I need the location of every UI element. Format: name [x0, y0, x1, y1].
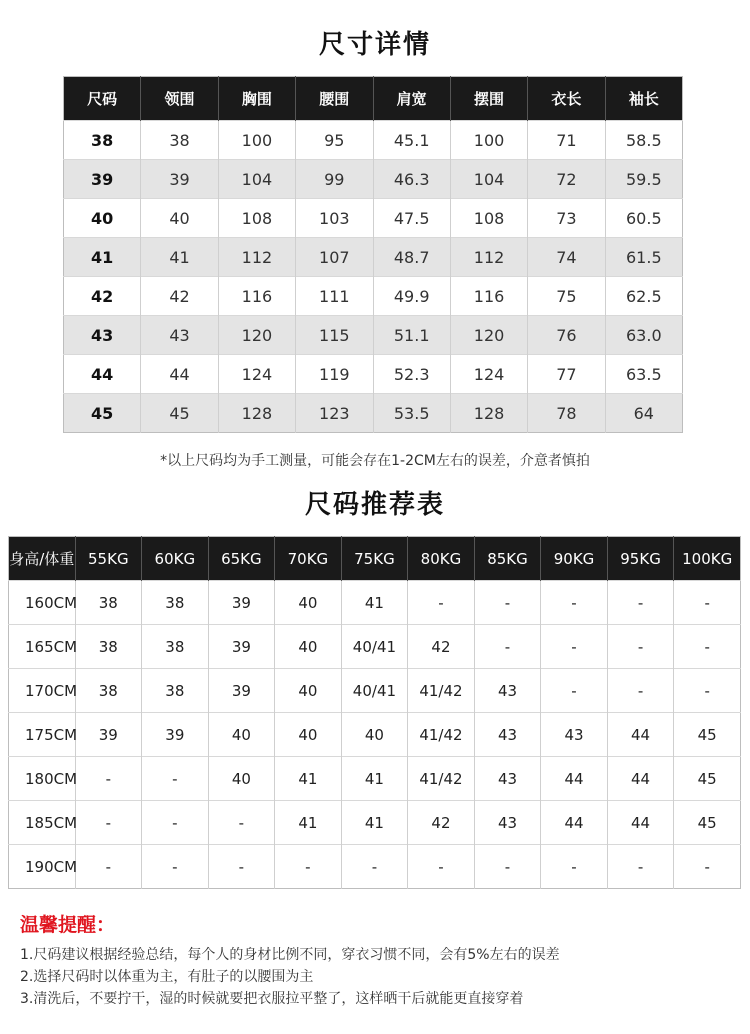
size-cell: 51.1: [373, 316, 450, 355]
rec-cell: 39: [142, 713, 209, 757]
rec-cell: 40: [275, 625, 342, 669]
rec-cell: 39: [208, 581, 275, 625]
size-cell: 45: [64, 394, 141, 433]
rec-cell: 41: [275, 757, 342, 801]
size-cell: 46.3: [373, 160, 450, 199]
rec-cell: 43: [474, 713, 541, 757]
rec-cell: 39: [208, 625, 275, 669]
rec-header-cell: 65KG: [208, 537, 275, 581]
rec-header-cell: 身高/体重: [9, 537, 76, 581]
size-cell: 128: [218, 394, 295, 433]
rec-cell: 40/41: [341, 625, 408, 669]
recommendation-table: [8, 536, 741, 889]
rec-cell: 43: [474, 757, 541, 801]
rec-cell: 160CM: [9, 581, 76, 625]
size-cell: 74: [528, 238, 605, 277]
rec-cell: -: [607, 669, 674, 713]
rec-cell: 43: [474, 669, 541, 713]
rec-cell: 175CM: [9, 713, 76, 757]
rec-cell: -: [341, 845, 408, 889]
size-cell: 61.5: [605, 238, 682, 277]
rec-cell: 185CM: [9, 801, 76, 845]
size-cell: 42: [141, 277, 218, 316]
size-cell: 104: [450, 160, 527, 199]
size-cell: 112: [218, 238, 295, 277]
size-cell: 45: [141, 394, 218, 433]
size-cell: 43: [141, 316, 218, 355]
size-cell: 63.0: [605, 316, 682, 355]
rec-cell: 40: [341, 713, 408, 757]
rec-header-cell: 90KG: [541, 537, 608, 581]
size-header-row: [64, 77, 683, 121]
size-cell: 41: [141, 238, 218, 277]
size-header-cell: 肩宽: [373, 77, 450, 121]
size-cell: 39: [64, 160, 141, 199]
table-row: [64, 121, 683, 160]
size-cell: 48.7: [373, 238, 450, 277]
rec-cell: 38: [75, 669, 142, 713]
rec-cell: -: [607, 581, 674, 625]
size-header-cell: 袖长: [605, 77, 682, 121]
rec-cell: 190CM: [9, 845, 76, 889]
rec-cell: -: [541, 581, 608, 625]
size-cell: 63.5: [605, 355, 682, 394]
size-cell: 112: [450, 238, 527, 277]
rec-cell: 42: [408, 625, 475, 669]
rec-cell: 44: [607, 713, 674, 757]
size-cell: 73: [528, 199, 605, 238]
table-row: [9, 713, 741, 757]
size-cell: 107: [296, 238, 373, 277]
size-cell: 108: [450, 199, 527, 238]
rec-cell: 43: [541, 713, 608, 757]
rec-cell: 38: [142, 669, 209, 713]
rec-cell: 38: [142, 581, 209, 625]
rec-cell: 43: [474, 801, 541, 845]
size-cell: 120: [450, 316, 527, 355]
size-cell: 53.5: [373, 394, 450, 433]
table-row: [64, 355, 683, 394]
size-header-cell: 衣长: [528, 77, 605, 121]
rec-cell: 41: [341, 581, 408, 625]
rec-cell: 40: [275, 581, 342, 625]
rec-cell: -: [674, 581, 741, 625]
size-cell: 77: [528, 355, 605, 394]
size-header-cell: 尺码: [64, 77, 141, 121]
table-row: [64, 394, 683, 433]
rec-header-cell: 95KG: [607, 537, 674, 581]
size-cell: 49.9: [373, 277, 450, 316]
rec-header-row: [9, 537, 741, 581]
rec-cell: -: [208, 801, 275, 845]
rec-cell: 45: [674, 713, 741, 757]
size-cell: 44: [64, 355, 141, 394]
table-row: [64, 277, 683, 316]
rec-cell: -: [142, 801, 209, 845]
size-cell: 103: [296, 199, 373, 238]
size-header-cell: 领围: [141, 77, 218, 121]
size-cell: 72: [528, 160, 605, 199]
size-cell: 124: [218, 355, 295, 394]
rec-cell: 41: [275, 801, 342, 845]
size-cell: 99: [296, 160, 373, 199]
rec-cell: 38: [142, 625, 209, 669]
rec-cell: -: [474, 581, 541, 625]
measurement-note: *以上尺码均为手工测量，可能会存在1-2CM左右的误差，介意者慎拍: [160, 453, 590, 469]
rec-cell: -: [674, 625, 741, 669]
rec-cell: 45: [674, 801, 741, 845]
rec-cell: -: [275, 845, 342, 889]
size-cell: 116: [450, 277, 527, 316]
size-cell: 44: [141, 355, 218, 394]
rec-cell: 41: [341, 801, 408, 845]
size-cell: 60.5: [605, 199, 682, 238]
size-table-body: [64, 121, 683, 433]
tip-item: 2.选择尺码时以体重为主，有肚子的以腰围为主: [20, 969, 314, 985]
rec-cell: 165CM: [9, 625, 76, 669]
table-row: [9, 669, 741, 713]
size-cell: 108: [218, 199, 295, 238]
table-row: [64, 160, 683, 199]
rec-header-cell: 75KG: [341, 537, 408, 581]
rec-cell: 40/41: [341, 669, 408, 713]
size-cell: 47.5: [373, 199, 450, 238]
size-cell: 115: [296, 316, 373, 355]
tip-item: 1.尺码建议根据经验总结，每个人的身材比例不同，穿衣习惯不同，会有5%左右的误差: [20, 947, 560, 963]
rec-cell: -: [208, 845, 275, 889]
rec-cell: 170CM: [9, 669, 76, 713]
size-cell: 62.5: [605, 277, 682, 316]
size-cell: 111: [296, 277, 373, 316]
size-detail-title: 尺寸详情: [318, 30, 431, 60]
tips-title: 温馨提醒：: [20, 914, 116, 936]
size-cell: 43: [64, 316, 141, 355]
size-cell: 41: [64, 238, 141, 277]
size-cell: 45.1: [373, 121, 450, 160]
rec-header-cell: 60KG: [142, 537, 209, 581]
rec-cell: 44: [607, 801, 674, 845]
size-header-cell: 摆围: [450, 77, 527, 121]
rec-cell: -: [142, 845, 209, 889]
rec-cell: -: [474, 845, 541, 889]
table-row: [9, 845, 741, 889]
rec-header-cell: 85KG: [474, 537, 541, 581]
rec-cell: 44: [541, 757, 608, 801]
size-cell: 38: [64, 121, 141, 160]
rec-header-cell: 100KG: [674, 537, 741, 581]
rec-cell: -: [75, 845, 142, 889]
size-cell: 119: [296, 355, 373, 394]
table-row: [64, 238, 683, 277]
table-row: [64, 199, 683, 238]
size-cell: 116: [218, 277, 295, 316]
table-row: [9, 757, 741, 801]
size-cell: 40: [141, 199, 218, 238]
size-cell: 95: [296, 121, 373, 160]
rec-cell: -: [75, 757, 142, 801]
rec-header-cell: 70KG: [275, 537, 342, 581]
rec-cell: 39: [208, 669, 275, 713]
size-cell: 42: [64, 277, 141, 316]
rec-cell: -: [607, 845, 674, 889]
size-cell: 58.5: [605, 121, 682, 160]
size-cell: 78: [528, 394, 605, 433]
rec-cell: 44: [541, 801, 608, 845]
rec-cell: 40: [275, 669, 342, 713]
size-cell: 71: [528, 121, 605, 160]
table-row: [9, 581, 741, 625]
size-cell: 39: [141, 160, 218, 199]
rec-cell: 39: [75, 713, 142, 757]
size-cell: 104: [218, 160, 295, 199]
size-cell: 38: [141, 121, 218, 160]
rec-cell: -: [541, 845, 608, 889]
size-cell: 100: [450, 121, 527, 160]
rec-cell: 38: [75, 625, 142, 669]
size-detail-table: [63, 76, 683, 433]
rec-header-cell: 80KG: [408, 537, 475, 581]
rec-cell: 45: [674, 757, 741, 801]
size-cell: 123: [296, 394, 373, 433]
size-cell: 124: [450, 355, 527, 394]
rec-cell: -: [474, 625, 541, 669]
rec-cell: 41/42: [408, 713, 475, 757]
rec-cell: -: [674, 845, 741, 889]
rec-cell: 41/42: [408, 669, 475, 713]
size-cell: 100: [218, 121, 295, 160]
rec-cell: 41/42: [408, 757, 475, 801]
size-cell: 75: [528, 277, 605, 316]
rec-cell: -: [75, 801, 142, 845]
table-row: [9, 625, 741, 669]
size-header-cell: 胸围: [218, 77, 295, 121]
size-header-cell: 腰围: [296, 77, 373, 121]
table-row: [9, 801, 741, 845]
tip-item: 3.清洗后，不要拧干，湿的时候就要把衣服拉平整了，这样晒干后就能更直接穿着: [20, 991, 524, 1007]
rec-cell: 40: [208, 757, 275, 801]
rec-cell: -: [142, 757, 209, 801]
rec-cell: -: [408, 845, 475, 889]
rec-cell: 42: [408, 801, 475, 845]
size-cell: 128: [450, 394, 527, 433]
size-cell: 59.5: [605, 160, 682, 199]
rec-cell: -: [541, 625, 608, 669]
rec-cell: -: [408, 581, 475, 625]
size-cell: 40: [64, 199, 141, 238]
rec-cell: 180CM: [9, 757, 76, 801]
table-row: [64, 316, 683, 355]
size-cell: 52.3: [373, 355, 450, 394]
rec-table-body: [9, 581, 741, 889]
rec-cell: 40: [208, 713, 275, 757]
size-cell: 64: [605, 394, 682, 433]
rec-cell: -: [607, 625, 674, 669]
rec-cell: -: [541, 669, 608, 713]
recommendation-title: 尺码推荐表: [304, 490, 445, 520]
size-cell: 76: [528, 316, 605, 355]
rec-cell: 40: [275, 713, 342, 757]
rec-cell: 44: [607, 757, 674, 801]
rec-cell: 41: [341, 757, 408, 801]
rec-cell: 38: [75, 581, 142, 625]
size-cell: 120: [218, 316, 295, 355]
rec-header-cell: 55KG: [75, 537, 142, 581]
rec-cell: -: [674, 669, 741, 713]
